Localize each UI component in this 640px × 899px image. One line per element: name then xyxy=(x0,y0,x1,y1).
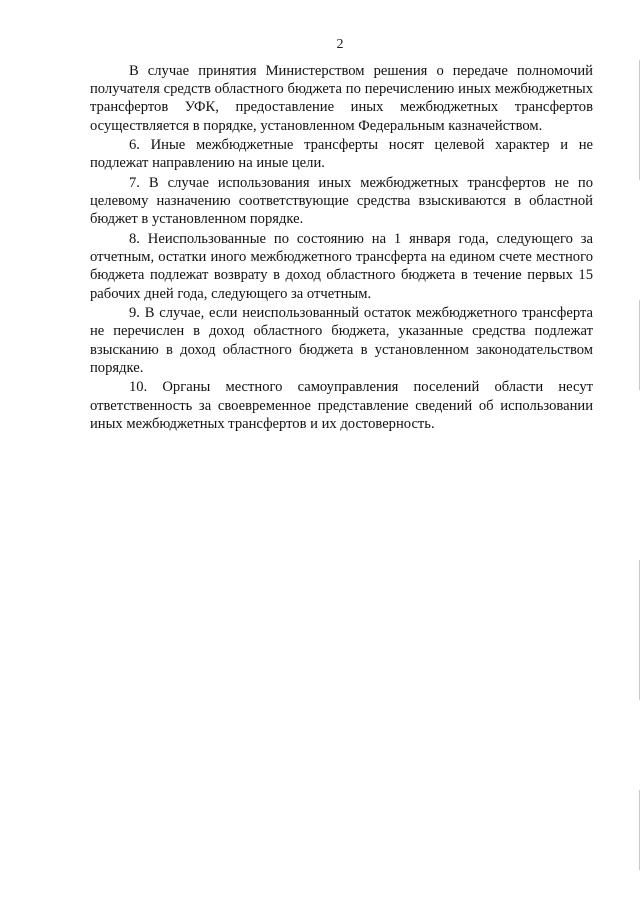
page-number: 2 xyxy=(336,37,344,52)
paragraph-ufk-powers: В случае принятия Министерством решения о передаче полномочий получателя средств областного бюджета по перечислению иных межбюджетных трансфертов УФК, предоставление иных межбюджетных трансфертов осуществляется в порядке, установленном Федеральным казначейством. xyxy=(90,63,593,134)
document-body xyxy=(90,62,593,434)
paragraph-7: 7. В случае использования иных межбюджетных трансфертов не по целевому назначению соответствующие средства взыскиваются в областной бюджет в установленном порядке. xyxy=(90,175,593,228)
paragraph-10: 10. Органы местного самоуправления поселений области несут ответственность за своевременное представление сведений об использовании иных межбюджетных трансфертов и их достоверность. xyxy=(90,379,593,432)
paragraph-6: 6. Иные межбюджетные трансферты носят целевой характер и не подлежат направлению на иные цели. xyxy=(90,137,593,172)
paragraph-9: 9. В случае, если неиспользованный остаток межбюджетного трансферта не перечислен в доход областного бюджета, указанные средства подлежат взысканию в доход областного бюджета в установленном законодательством порядке. xyxy=(90,305,593,376)
paragraph-8: 8. Неиспользованные по состоянию на 1 января года, следующего за отчетным, остатки иного межбюджетного трансферта на едином счете местного бюджета подлежат возврату в доход областного бюджета в течение первых 15 рабочих дней года, следующего за отчетным. xyxy=(90,231,593,302)
